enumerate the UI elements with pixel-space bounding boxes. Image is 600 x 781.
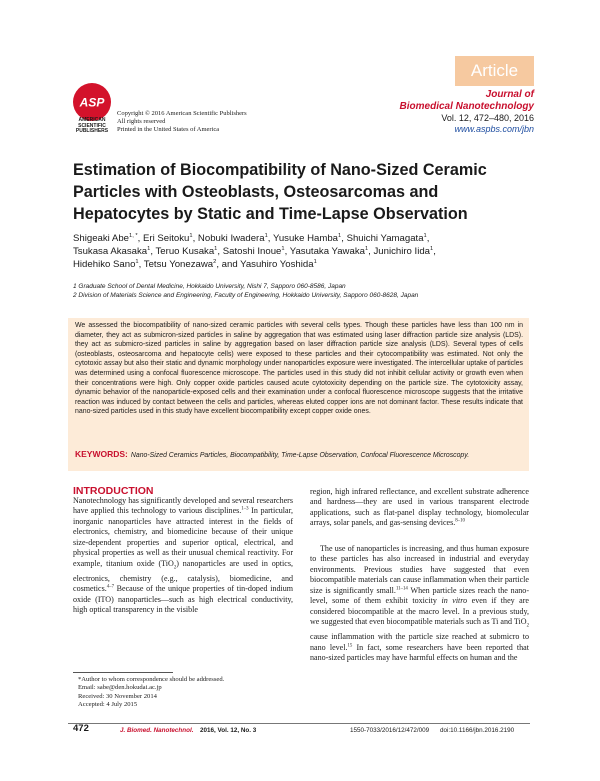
intro-paragraph-right-1: region, high infrared reflectance, and excellent substrate adherence and hardness—they are used in various transparent electrode applications, such as flat-panel display technology, biomolecular arrays, solar panels, and gas-sensing devices.$^{8-10}$: [310, 487, 529, 528]
footer-divider: [68, 723, 530, 724]
asp-logo-icon: [72, 82, 112, 122]
footer-doi: doi:10.1166/jbn.2016.2190: [440, 727, 515, 734]
affiliation-1: 1 Graduate School of Dental Medicine, Hokkaido University, Nishi 7, Sapporo 060-8586, Japan: [73, 283, 346, 290]
keywords: [75, 450, 523, 460]
article-title: Estimation of Biocompatibility of Nano-Sized Ceramic Particles with Osteoblasts, Osteosarcomas and Hepatocytes by Static and Time-Lapse Observation: [73, 161, 487, 223]
footer-journal: J. Biomed. Nanotechnol.: [120, 727, 194, 734]
publisher-name: AMERICAN SCIENTIFIC PUBLISHERS: [75, 117, 109, 134]
journal-name-line: Journal of: [485, 89, 534, 100]
page-number: 472: [73, 723, 89, 734]
journal-name-line: Biomedical Nanotechnology: [399, 101, 534, 112]
intro-paragraph-left: Nanotechnology has significantly developed and several researchers have applied this technology to various disciplines.$^{1-3}$ In particular, inorganic nanoparticles have attracted interest in the fields of electronics, chemistry, and biomedicine because of their unique size-dependent properties and superior optical, electrical, and physical properties as well as their unusual chemical reactivity. For example, titanium oxide (TiO$_2$) nanoparticles are used in optics, electronics, chemistry (e.g., catalysis), biomedicine, and cosmetics.$^{4-7}$ Because of the unique properties of tin-doped indium oxide (ITO) nanoparticles—such as high electrical conductivity, high optical transparency in the visible: [73, 496, 293, 615]
svg-text:ASP: ASP: [79, 95, 105, 110]
keywords-label: KEYWORDS:: [75, 449, 128, 459]
section-heading-introduction: INTRODUCTION: [73, 485, 154, 497]
footnote-divider: [73, 672, 173, 673]
footer-issn: 1550-7033/2016/12/472/009: [350, 727, 430, 734]
copyright-notice: Copyright © 2016 American Scientific Publishers All rights reserved Printed in the United States of America: [117, 110, 247, 133]
affiliation-2: 2 Division of Materials Science and Engineering, Faculty of Engineering, Hokkaido University, Sapporo 060-8628, Japan: [73, 292, 419, 299]
footer-volume: 2016, Vol. 12, No. 3: [200, 727, 257, 734]
author-list: Shigeaki Abe$^{1, *}$, Eri Seitoku$^1$, Nobuki Iwadera$^1$, Yusuke Hamba$^1$, Shuichi Yamagata$^1$, Tsukasa Akasaka$^1$, Teruo Kusaka$^1$, Satoshi Inoue$^1$, Yasutaka Yawaka$^1$, Junichiro Iida$^1$, Hidehiko Sano$^1$, Tetsu Yonezawa$^2$, and Yasuhiro Yoshida$^1$: [73, 232, 436, 270]
article-type-tab: Article: [455, 56, 534, 86]
journal-info: [400, 89, 534, 135]
abstract-text: We assessed the biocompatibility of nano-sized ceramic particles with several cells types. Though these particles have less than 100 nm in diameter, they act as submicron-sized particles in saline by aggregation that was estimated using laser diffraction particle size analysis (LDS). they act as submicro-sized particles in saline by aggregation based on laser diffraction particle size analysis (LDS). Several types of cells (osteoblasts, osteosarcoma and hepatocyte cells) were exposed to these particles and their cytocompatibility was estimated. Not only the cytotoxic assay but also their static and dynamic morphology under nanoparticles exposure were investigated. The intercellular uptake of particles was determined using a confocal fluorescence microscope. The particles used in this study did not inhibit cellular activity or growth even when their concentrations were high. Only copper oxide particles caused acute cytotoxicity depending on the particle size. The cytotoxicity assay, dynamic behavior of the nanoparticle-exposed cells and their examination under a confocal fluorescence microscope suggests that the irritative reaction was induced by contact between the cells and particles, whereas eluted copper ions are not dominant factor. These results indicate that nano-sized particles used in this study have excellent biocompatibility except copper oxide ones.: [75, 322, 523, 416]
correspondence-footnote: *Author to whom correspondence should be addressed. Email: sabe@den.hokudai.ac.jp Received: 30 November 2014 Accepted: 4 July 2015: [78, 676, 225, 709]
journal-website-link[interactable]: www.aspbs.com/jbn: [454, 124, 534, 134]
intro-paragraph-right-2: The use of nanoparticles is increasing, and thus human exposure to these particles has also increased in industrial and everyday environments. Previous studies have suggested that even biocompatible materials can cause inflammation when their particle size is significantly small.$^{11-14}$ When particle sizes reach the nano-level, some of them exhibit toxicity in vitro even if they are considered biocompatible at the macro level. In a previous study, we suggested that even biocompatible materials such as Ti and TiO$_2$ cause inflammation with the particle size reached at submicro to nano level.$^{15}$ In fact, some researchers have been reported that nano-sized particles may have harmful effects on human and the: [310, 544, 530, 663]
volume-info: Vol. 12, 472–480, 2016: [441, 113, 534, 123]
keywords-text: Nano-Sized Ceramics Particles, Biocompatibility, Time-Lapse Observation, Confocal Fluorescence Microscopy.: [130, 452, 470, 459]
affiliations: [73, 282, 533, 300]
